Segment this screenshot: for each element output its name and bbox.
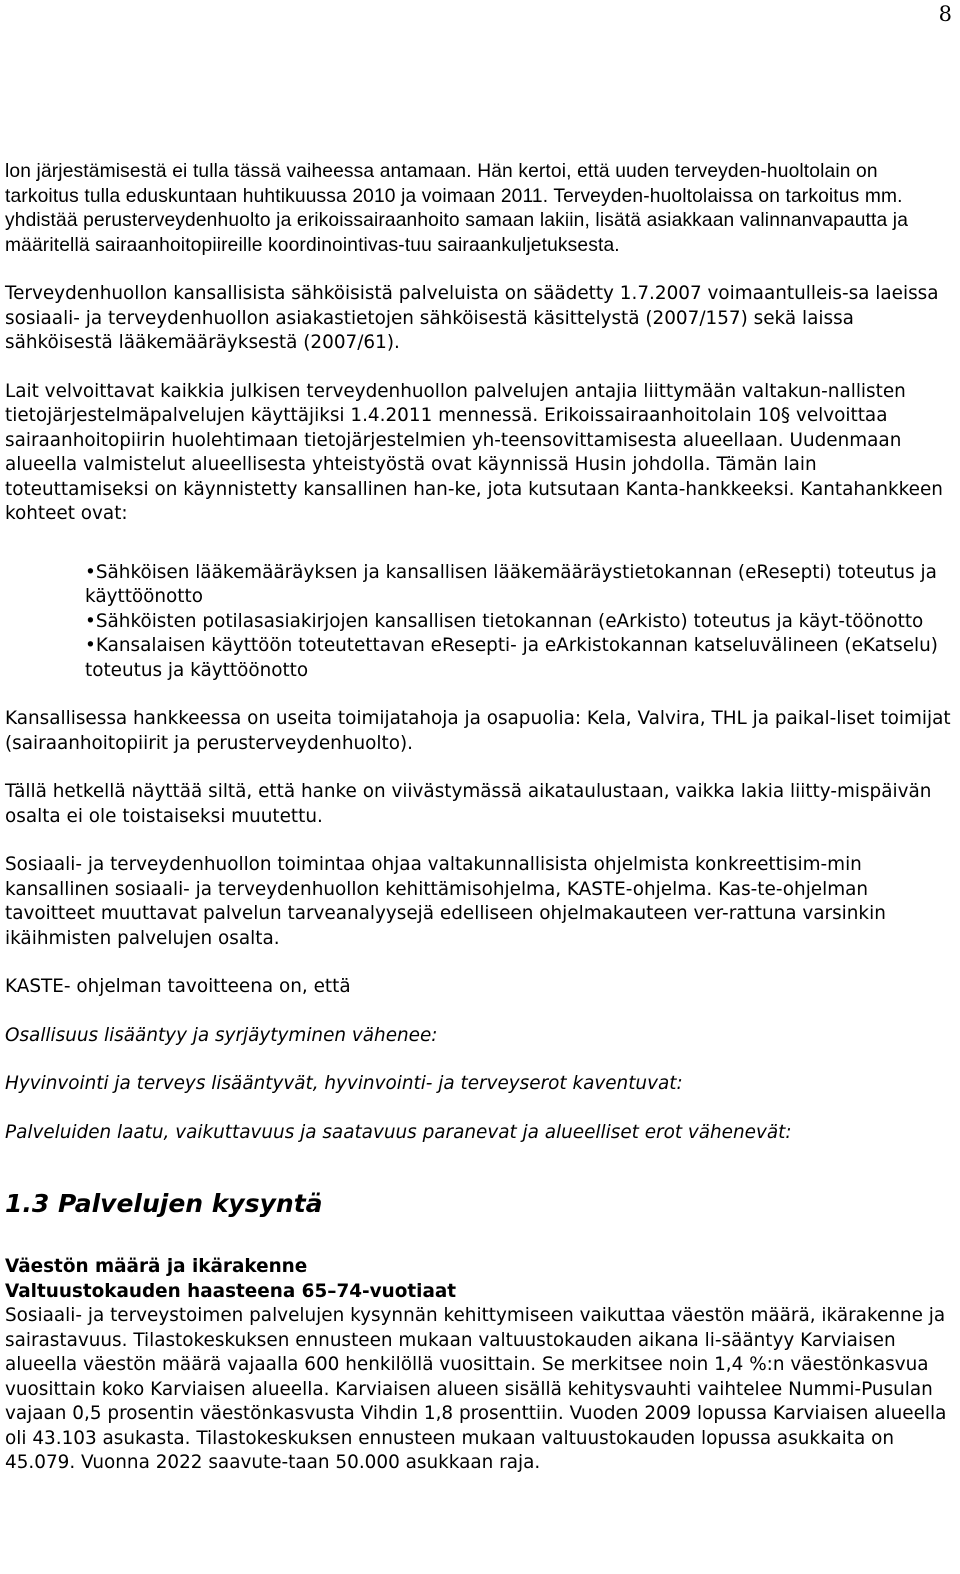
page-number: 8: [938, 2, 952, 26]
goal-participation: Osallisuus lisääntyy ja syrjäytyminen vähenee:: [5, 1024, 438, 1046]
section-heading: 1.3 Palvelujen kysyntä: [5, 1189, 323, 1218]
subheading-challenge: Valtuustokauden haasteena 65–74-vuotiaat: [5, 1280, 457, 1302]
paragraph-kaste: Sosiaali- ja terveydenhuollon toimintaa ohjaa valtakunnallisista ohjelmista konkreettisim-min kansallinen sosiaali- ja terveydenhuollon kehittämisohjelma, KASTE-ohjelma. Kas-te-ohjelman tavoitteet muuttavat palvelun tarveanalyysejä edelliseen ohjelmakauteen ver-rattuna varsinkin ikäihmisten palvelujen osalta.: [5, 854, 886, 949]
paragraph-kaste-goals-intro: KASTE- ohjelman tavoitteena on, että: [5, 976, 351, 997]
document-body: [5, 160, 951, 1476]
paragraph-health-care-law: lon järjestämisestä ei tulla tässä vaiheessa antamaan. Hän kertoi, että uuden terveyden-huoltolain on tarkoitus tulla eduskuntaan huhtikuussa 2010 ja voimaan 2011. Terveyden-huoltolaissa on tarkoitus mm. yhdistää perusterveydenhuolto ja erikoissairaanhoito samaan lakiin, lisätä asiakkaan valinnanvapautta ja määritellä sairaanhoitopiireille koordinointivas-tuu sairaankuljetuksesta.: [5, 161, 909, 256]
paragraph-electronic-services: Terveydenhuollon kansallisista sähköisistä palveluista on säädetty 1.7.2007 voimaantulleis-sa laeissa sosiaali- ja terveydenhuollon asiakastietojen sähköisestä käsittelystä (2007/157) sekä laissa sähköisestä lääkemääräyksestä (2007/61).: [5, 283, 939, 353]
goal-wellbeing: Hyvinvointi ja terveys lisääntyvät, hyvinvointi- ja terveyserot kaventuvat:: [5, 1073, 683, 1094]
list-item: •Sähköisten potilasasiakirjojen kansallisen tietokannan (eArkisto) toteutus ja käyt-töönotto: [85, 610, 924, 632]
list-item: •Sähköisen lääkemääräyksen ja kansallisen lääkemääräystietokannan (eResepti) toteutus ja käyttöönotto: [85, 561, 937, 607]
subheading-population: Väestön määrä ja ikärakenne: [5, 1256, 308, 1277]
list-item: •Kansalaisen käyttöön toteutettavan eResepti- ja eArkistokannan katseluvälineen (eKatselu) toteutus ja käyttöönotto: [85, 635, 938, 681]
paragraph-schedule: Tällä hetkellä näyttää siltä, että hanke on viivästymässä aikataulustaan, vaikka lakia liitty-mispäivän osalta ei ole toistaiseksi muutettu.: [5, 781, 932, 827]
kanta-goals-list: [5, 561, 951, 684]
paragraph-stakeholders: Kansallisessa hankkeessa on useita toimijatahoja ja osapuolia: Kela, Valvira, THL ja paikal-liset toimijat (sairaanhoitopiirit ja perusterveydenhuolto).: [5, 708, 951, 754]
goal-service-quality: Palveluiden laatu, vaikuttavuus ja saatavuus paranevat ja alueelliset erot vähenevät:: [5, 1121, 792, 1143]
paragraph-population-forecast: Sosiaali- ja terveystoimen palvelujen kysynnän kehittymiseen vaikuttaa väestön määrä, ikärakenne ja sairastavuus. Tilastokeskuksen ennusteen mukaan valtuustokauden aikana li-sääntyy Karviaisen alueella väestön määrä vajaalla 600 henkilöllä vuosittain. Se merkitsee noin 1,4 %:n väestönkasvua vuosittain koko Karviaisen alueella. Karviaisen alueen sisällä kehitysvauhti vaihtelee Nummi-Pusulan vajaan 0,5 prosentin väestönkasvusta Vihdin 1,8 prosenttiin. Vuoden 2009 lopussa Karviaisen alueella oli 43.103 asukasta. Tilastokeskuksen ennusteen mukaan valtuustokauden lopussa asukkaita on 45.079. Vuonna 2022 saavute-taan 50.000 asukkaan raja.: [5, 1305, 947, 1473]
paragraph-kanta-project: Lait velvoittavat kaikkia julkisen terveydenhuollon palvelujen antajia liittymään valtakun-nallisten tietojärjestelmäpalvelujen käyttäjiksi 1.4.2011 mennessä. Erikoissairaanhoitolain 10§ velvoittaa sairaanhoitopiirin huolehtimaan tietojärjestelmien yh-teensovittamisesta alueellaan. Uudenmaan alueella valmistelut alueellisesta yhteistyöstä ovat käynnissä Husin johdolla. Tämän lain toteuttamiseksi on käynnistetty kansallinen han-ke, jota kutsutaan Kanta-hankkeeksi. Kantahankkeen kohteet ovat:: [5, 380, 943, 524]
